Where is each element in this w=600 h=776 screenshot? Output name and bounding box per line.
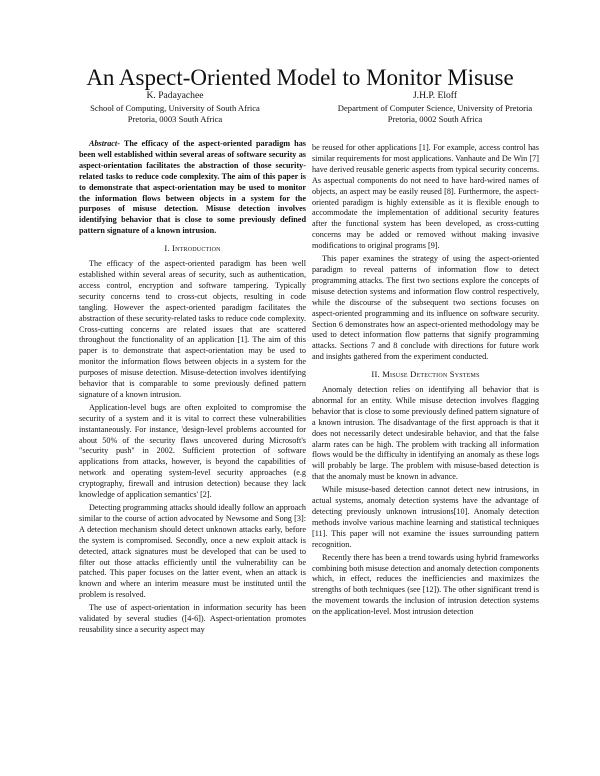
author-name: K. Padayachee	[146, 90, 204, 101]
author-affiliation: School of Computing, University of South Africa	[90, 103, 260, 113]
author-block-2	[305, 90, 565, 125]
author-block-1	[70, 90, 280, 125]
author-address: Pretoria, 0002 South Africa	[387, 114, 483, 124]
paragraph: This paper examines the strategy of using the aspect-oriented paradigm to reveal patterns of information flow to detect programming attacks. The first two sections explore the concepts of misuse detection systems and information flow control respectively, while the discourse of the subsequent two sections focuses on aspect-oriented programming and its influence on software security. Section 6 demonstrates how an aspect-oriented methodology may be used to detect information flow patterns that signify programming attacks. Sections 7 and 8 conclude with directions for future work and insights gathered from the experiment conducted.	[312, 254, 539, 362]
right-column	[312, 143, 539, 620]
paragraph: Anomaly detection relies on identifying all behavior that is abnormal for an entity. While misuse detection involves flagging behavior that is close to some previously defined pattern signature of a known intrusion. The disadvantage of the first approach is that it does not necessarily detect undesirable behavior, and that the false alarm rates can be high. The problem with tracking all information flows would be the difficulty in identifying an anomaly as these logs will probably be large. The problem with misuse-based detection is that the anomaly must be known in advance.	[312, 385, 539, 482]
paragraph: The use of aspect-orientation in information security has been validated by several studies ([4-6]). Aspect-orientation promotes reusability since a security aspect may	[79, 603, 306, 634]
author-address: Pretoria, 0003 South Africa	[127, 114, 223, 124]
abstract-text: - The efficacy of the aspect-oriented paradigm has been well established within several areas of software security as aspect-orientation facilitates the abstraction of those security-related tasks to reduce code complexity. The aim of this paper is to demonstrate that aspect-orientation may be used to monitor the information flows between objects in a system for the purposes of misuse detection. Misuse detection involves identifying behavior that is close to some previously defined pattern signature of a known intrusion.	[79, 139, 306, 236]
section-heading-misuse-detection: II. Misuse Detection Systems	[371, 369, 480, 380]
left-column	[79, 139, 306, 638]
paragraph: While misuse-based detection cannot detect new intrusions, in actual systems, anomaly detection systems have the advantage of detecting previously unknown intrusions[10]. Anomaly detection methods involve various machine learning and statistical techniques [11]. This paper will not examine the issues surrounding pattern recognition.	[312, 485, 539, 549]
author-affiliation: Department of Computer Science, University of Pretoria	[337, 103, 533, 113]
paragraph-continued: be reused for other applications [1]. For example, access control has similar requirements for most applications. Vanhaute and De Win [7] have derived reusable generic aspects from typical security concerns. As aspectual components do not need to have hard-wired names of objects, an aspect may be easily reused [8]. Furthermore, the aspect-oriented paradigm is highly extensible as it is flexible enough to accommodate the implementation of additional security features after the functional system has been developed, as cross-cutting concerns may be added or removed without making invasive modifications to original programs [9].	[312, 143, 539, 251]
abstract-label: Abstract	[89, 139, 118, 148]
author-name: J.H.P. Eloff	[412, 90, 458, 101]
paragraph: The efficacy of the aspect-oriented paradigm has been well established within several areas of security, such as authentication, access control, encryption and software tampering. Typically security concerns tend to cross-cut objects, resulting in code tangling. However the aspect-oriented paradigm facilitates the abstraction of these security-related tasks to reduce code complexity. Cross-cutting concerns are related issues that are scattered throughout the functionality of an application [1]. The aim of this paper is to demonstrate that aspect-orientation may be used to monitor the information flows between objects in a system for the purposes of misuse detection. Misuse-detection involves identifying behavior that is comparable to some previously defined pattern signature of a known intrusion.	[79, 259, 306, 399]
paragraph: Detecting programming attacks should ideally follow an approach similar to the course of action advocated by Newsome and Song [3]: A detection mechanism should detect unknown attacks early, before the system is compromised. Secondly, once a new exploit attack is detected, attack signatures must be developed that can be used to filter out those attacks efficiently until the vulnerability can be patched. This paper focuses on the latter event, when an attack is known and where an interim measure must be instituted until the problem is resolved.	[79, 503, 306, 600]
paragraph: Application-level bugs are often exploited to compromise the security of a system and it is vital to correct these vulnerabilities instantaneously. For instance, 'design-level problems accounted for about 50% of the security flaws uncovered during Microsoft's "security push" in 2002. Sufficient protection of software applications from attacks, however, is beyond the capabilities of network and operating system-level security approaches (e.g cryptography, firewall and intrusion detection) because they lack knowledge of application semantics' [2].	[79, 402, 306, 500]
paper-title: An Aspect-Oriented Model to Monitor Misuse	[86, 65, 514, 91]
section-heading-introduction: I. Introduction	[164, 243, 221, 254]
paragraph: Recently there has been a trend towards using hybrid frameworks combining both misuse detection and anomaly detection components which, in effect, reduces the inefficiencies and maximizes the strengths of both techniques (see [12]). The other significant trend is the movement towards the inclusion of intrusion detection systems on the application-level. Most intrusion detection	[312, 552, 539, 617]
abstract	[79, 139, 306, 237]
